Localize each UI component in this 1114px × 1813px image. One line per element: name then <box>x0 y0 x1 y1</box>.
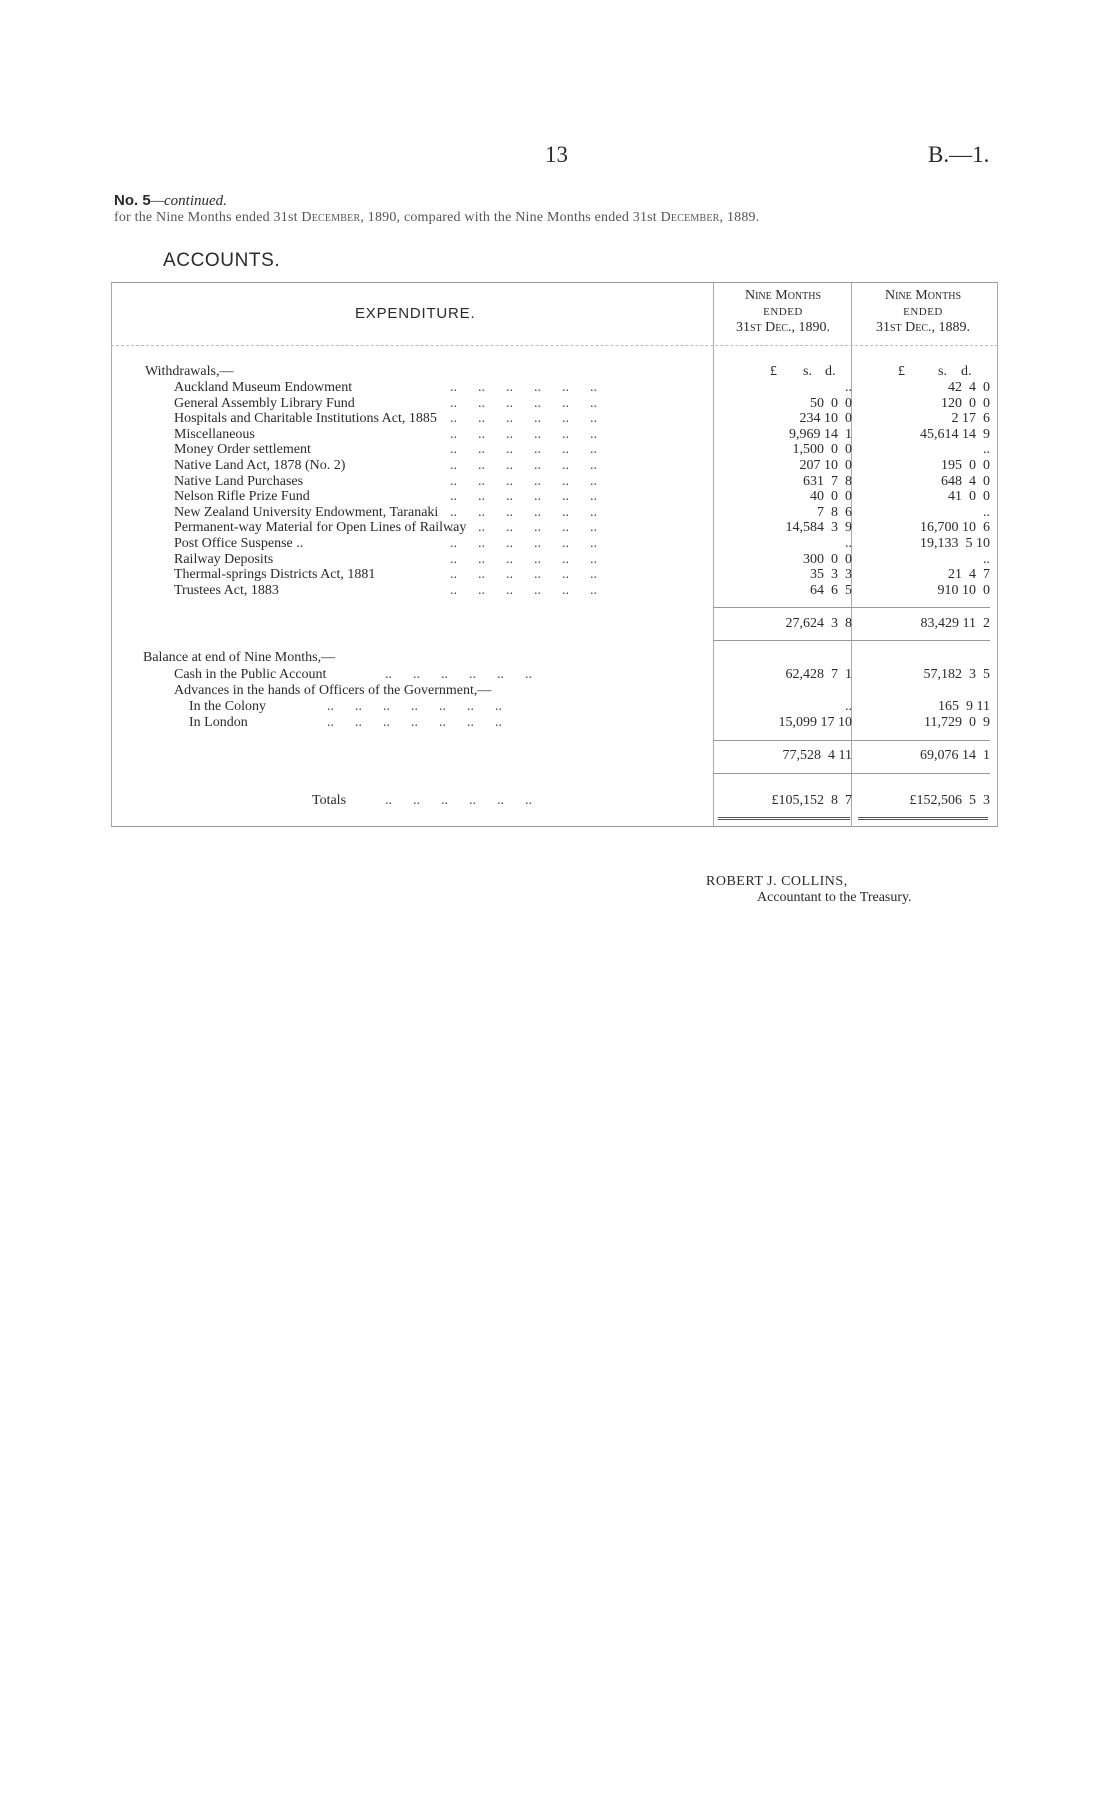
continued-label: —continued. <box>150 193 227 209</box>
row-value-1889: 45,614 14 9 <box>920 426 990 442</box>
row-value-1889: 910 10 0 <box>937 582 990 598</box>
row-value-1890: 35 3 3 <box>810 567 852 583</box>
withdrawals-total-row <box>0 616 1114 632</box>
row-value-1890: 9,969 14 1 <box>789 426 852 442</box>
table-row <box>0 536 1114 552</box>
col2-line2: ENDED <box>903 306 943 318</box>
unit-d-2: d. <box>961 364 972 379</box>
in-colony-row: In the Colony .. .. .. .. .. .. .. .. 165 9 11 <box>189 699 990 714</box>
leader-dots: .. .. .. .. .. .. <box>450 380 597 395</box>
in-london-row: In London .. .. .. .. .. .. .. 15,099 17 10 11,729 0 9 <box>189 715 990 730</box>
row-value-1889: 195 0 0 <box>941 458 990 473</box>
row-value-1890: 207 10 0 <box>799 458 852 473</box>
column-header-1890 <box>713 288 853 336</box>
cash-label: Cash in the Public Account <box>174 667 327 682</box>
leader-dots: .. .. .. .. .. .. <box>450 520 597 536</box>
row-label: Native Land Purchases <box>174 473 304 489</box>
row-value-1889: 19,133 5 10 <box>920 536 990 551</box>
table-row <box>0 442 1114 458</box>
row-value-1889: 2 17 6 <box>951 411 990 427</box>
document-reference: B.—1. <box>928 142 990 167</box>
totals-row: Totals .. .. .. .. .. .. £105,152 8 7 £152,506 5 3 <box>312 793 990 808</box>
leader-dots: .. .. .. .. .. .. <box>450 426 597 442</box>
subtitle-month-1: December <box>301 210 361 225</box>
table-row <box>0 520 1114 536</box>
row-label: General Assembly Library Fund <box>174 395 355 411</box>
row-label: Hospitals and Charitable Institutions Act, 1885 <box>174 411 437 427</box>
withdrawals-label: Withdrawals,— <box>145 364 234 379</box>
accounts-title: ACCOUNTS. <box>163 250 281 271</box>
row-label: Permanent-way Material for Open Lines of Railway <box>174 520 467 536</box>
unit-pound-2: £ <box>898 364 905 379</box>
row-value-1890: .. <box>845 536 852 551</box>
row-value-1890: 40 0 0 <box>810 489 852 505</box>
column-header-1889 <box>853 288 993 336</box>
unit-d-1: d. <box>825 364 836 379</box>
table-row <box>0 552 1114 568</box>
advances-row <box>0 683 1114 699</box>
row-value-1889: .. <box>983 442 990 458</box>
unit-s-1: s. <box>803 364 812 379</box>
expenditure-header: EXPENDITURE. <box>355 305 476 322</box>
table-row <box>0 458 1114 474</box>
row-label: Trustees Act, 1883 <box>174 582 279 598</box>
table-row <box>0 489 1114 505</box>
totals-label: Totals <box>312 793 347 808</box>
balance-total-1890: 77,528 4 11 <box>782 748 852 763</box>
row-value-1890: 50 0 0 <box>810 395 852 411</box>
table-row <box>0 427 1114 443</box>
subtitle <box>114 210 759 226</box>
col1-line3: 31st Dec., 1890. <box>735 320 831 335</box>
row-value-1890: .. <box>845 380 852 395</box>
row-value-1889: .. <box>983 504 990 520</box>
table-row <box>0 411 1114 427</box>
subtitle-pre: for the Nine Months ended 31st <box>114 210 302 225</box>
table-row <box>0 396 1114 412</box>
section-no: No. 5 <box>114 192 151 209</box>
table-row <box>0 380 1114 396</box>
cash-row: Cash in the Public Account .. .. .. .. .. .. 62,428 7 1 57,182 3 5 <box>174 667 990 682</box>
in-colony-label: In the Colony <box>189 699 266 714</box>
balance-total-1889: 69,076 14 1 <box>920 748 990 763</box>
leader-dots: .. .. .. .. .. .. <box>450 551 597 567</box>
row-value-1890: 1,500 0 0 <box>792 442 852 458</box>
row-label: Auckland Museum Endowment <box>174 380 353 395</box>
leader-dots: .. .. .. .. .. .. <box>450 411 597 427</box>
balance-label: Balance at end of Nine Months,— <box>143 650 336 665</box>
row-value-1890: 300 0 0 <box>803 551 852 567</box>
in-london-label: In London <box>189 715 248 730</box>
leader-dots: .. .. .. .. .. .. <box>450 489 597 505</box>
subtitle-end: , 1889. <box>719 210 760 225</box>
leader-dots: .. .. .. .. .. .. <box>450 582 597 598</box>
row-label: Post Office Suspense .. <box>174 536 304 551</box>
row-value-1890: 7 8 6 <box>817 504 852 520</box>
unit-pound-1: £ <box>770 364 777 379</box>
col2-line3: 31st Dec., 1889. <box>875 320 971 335</box>
row-value-1890: 64 6 5 <box>810 582 852 598</box>
leader-dots: .. .. .. .. .. .. <box>450 395 597 411</box>
page-number: 13 <box>545 142 568 167</box>
col1-line1: Nine Months <box>744 288 822 303</box>
row-value-1889: 42 4 0 <box>948 380 990 395</box>
row-value-1890: 14,584 3 9 <box>785 520 852 536</box>
leader-dots: .. .. .. .. .. .. <box>450 536 597 551</box>
withdrawals-total-1890: 27,624 3 8 <box>785 616 852 631</box>
in-london-1889: 11,729 0 9 <box>924 715 990 730</box>
cash-1890: 62,428 7 1 <box>785 667 852 682</box>
in-london-1890: 15,099 17 10 <box>778 715 852 730</box>
in-colony-1889: 165 9 11 <box>938 699 990 714</box>
row-label: Money Order settlement <box>174 442 311 458</box>
withdrawals-total-1889: 83,429 11 2 <box>920 616 990 631</box>
signature-title: Accountant to the Treasury. <box>757 890 912 905</box>
totals-1890: £105,152 8 7 <box>771 793 852 808</box>
leader-dots: .. .. .. .. .. .. <box>450 504 597 520</box>
row-value-1889: 16,700 10 6 <box>920 520 990 536</box>
leader-dots: .. .. .. .. .. .. <box>450 442 597 458</box>
row-value-1889: 648 4 0 <box>941 473 990 489</box>
row-value-1889: 41 0 0 <box>948 489 990 505</box>
section-number <box>114 192 227 210</box>
row-value-1889: 120 0 0 <box>941 395 990 411</box>
advances-label: Advances in the hands of Officers of the Government,— <box>174 683 492 698</box>
table-row <box>0 505 1114 521</box>
table-row <box>0 567 1114 583</box>
totals-1889: £152,506 5 3 <box>909 793 990 808</box>
subtitle-month-2: December <box>660 210 720 225</box>
signature-name: ROBERT J. COLLINS, <box>706 874 848 889</box>
balance-total-row <box>0 748 1114 764</box>
row-label: New Zealand University Endowment, Taranaki <box>174 504 439 520</box>
in-colony-1890: .. <box>845 699 852 714</box>
row-value-1889: 21 4 7 <box>948 567 990 583</box>
row-label: Thermal-springs Districts Act, 1881 <box>174 567 376 583</box>
unit-s-2: s. <box>938 364 947 379</box>
leader-dots: .. .. .. .. .. .. <box>450 567 597 583</box>
cash-1889: 57,182 3 5 <box>923 667 990 682</box>
row-label: Miscellaneous <box>174 426 255 442</box>
row-value-1890: 234 10 0 <box>799 411 852 427</box>
row-value-1889: .. <box>983 551 990 567</box>
table-row <box>0 474 1114 490</box>
col2-line1: Nine Months <box>884 288 962 303</box>
balance-heading-row <box>0 650 1114 666</box>
leader-dots: .. .. .. .. .. .. <box>450 473 597 489</box>
col1-line2: ENDED <box>763 306 803 318</box>
row-label: Railway Deposits <box>174 551 274 567</box>
leader-dots: .. .. .. .. .. .. <box>450 458 597 473</box>
units-row <box>0 364 1114 380</box>
table-row <box>0 583 1114 599</box>
row-value-1890: 631 7 8 <box>803 473 852 489</box>
row-label: Nelson Rifle Prize Fund <box>174 489 310 505</box>
subtitle-mid: , 1890, compared with the Nine Months ended 31st <box>360 210 661 225</box>
row-label: Native Land Act, 1878 (No. 2) <box>174 458 346 473</box>
